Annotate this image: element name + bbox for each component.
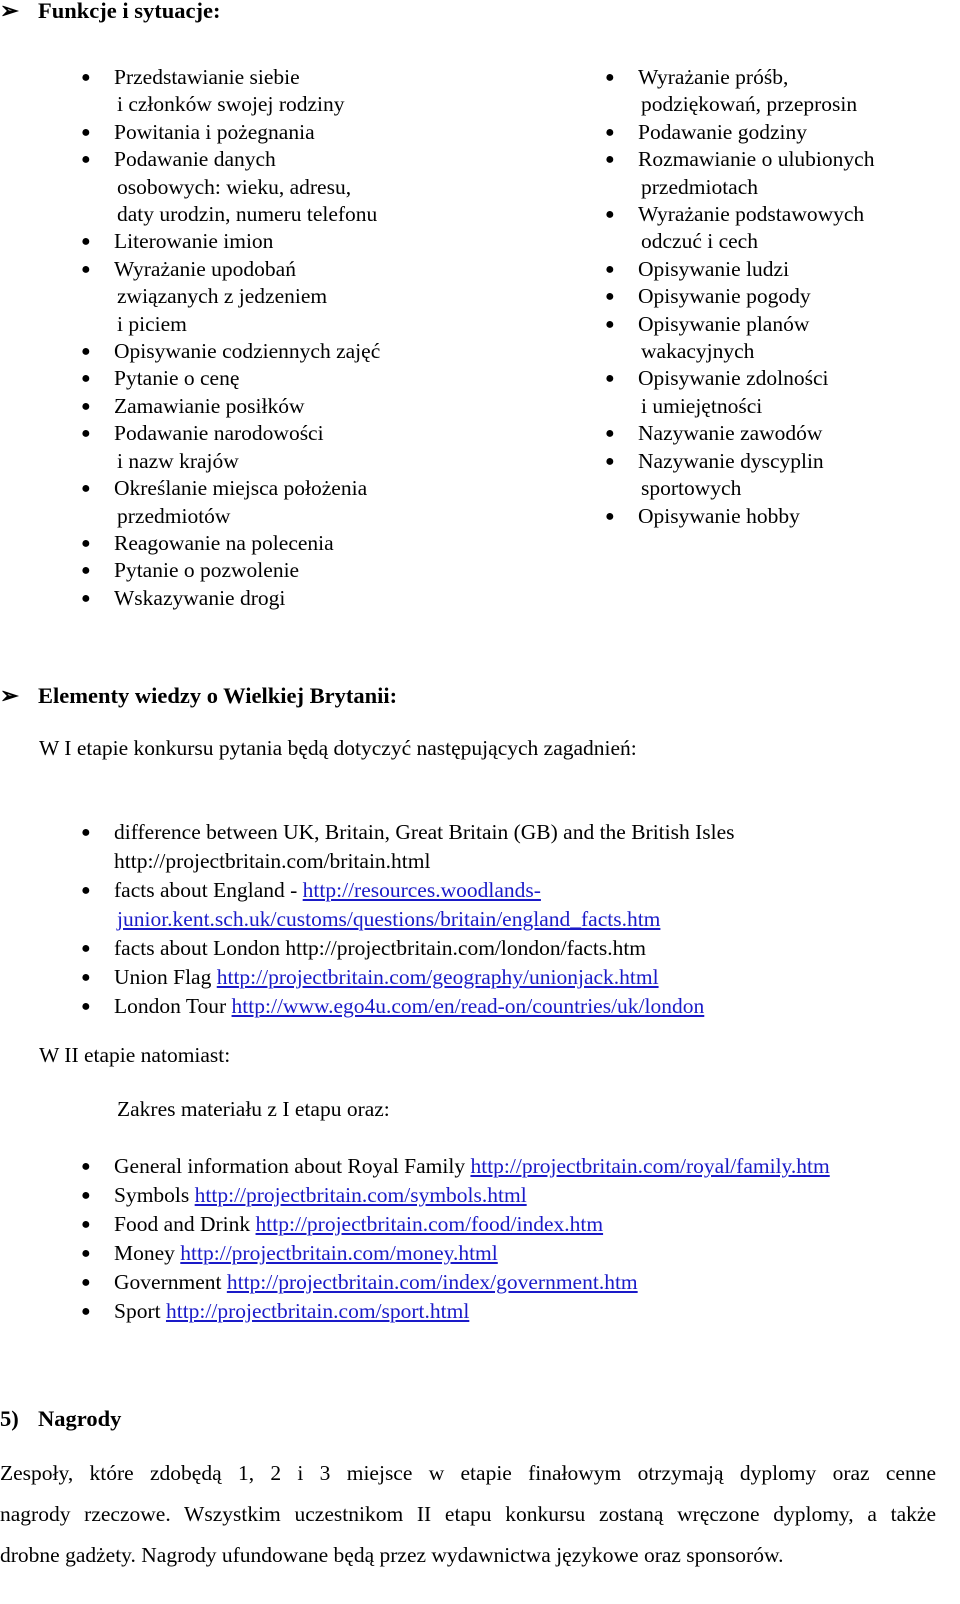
stage2-topics-list [81,1152,830,1326]
list-item-text: Przedstawianie siebie [114,65,300,89]
list-item [81,1181,830,1210]
round-bullet-icon: ● [81,480,91,498]
list-item [81,338,381,365]
round-bullet-icon: ● [81,260,91,278]
list-item-text: sportowych [641,476,742,501]
list-item-text: Reagowanie na polecenia [114,530,334,555]
list-item-text: przedmiotach [641,174,759,199]
list-item [605,283,874,310]
round-bullet-icon: ● [605,370,615,388]
hyperlink[interactable]: http://resources.woodlands- [302,878,541,902]
list-item-line [114,963,735,992]
list-item-text: Wyrażanie próśb, [638,65,789,89]
round-bullet-icon: ● [81,343,91,361]
list-item-text: Nazywanie zawodów [638,421,823,446]
list-item [81,876,735,934]
functions-list-left [81,64,381,612]
stage2-subtitle: Zakres materiału z I etapu oraz: [117,1097,390,1121]
list-item [605,448,874,503]
list-item-text: Podawanie danych [114,147,276,172]
hyperlink[interactable]: http://projectbritain.com/geography/unionjack.html [216,965,659,989]
hyperlink[interactable]: http://projectbritain.com/symbols.html [194,1183,527,1207]
list-item [605,311,874,366]
round-bullet-icon: ● [605,288,615,306]
list-item-text: difference between UK, Britain, Great Britain (GB) and the British Isles [114,820,735,844]
section-number: 5) [0,1406,19,1431]
list-item-text: Zamawianie posiłków [114,393,305,418]
list-item [605,64,874,119]
hyperlink[interactable]: http://projectbritain.com/royal/family.htm [470,1154,830,1178]
list-item [81,1152,830,1181]
round-bullet-icon: ● [81,151,91,169]
list-item-text: Pytanie o cenę [114,366,240,391]
list-item-text: Opisywanie zdolności [638,366,829,391]
list-item [81,64,380,119]
stage1-intro: W I etapie konkursu pytania będą dotyczyć następujących zagadnień: [39,736,637,760]
list-item-text: Powitania i pożegnania [114,119,315,144]
round-bullet-icon: ● [605,452,615,470]
list-item-text: Opisywanie codziennych zajęć [114,339,381,364]
paragraph-line: nagrody rzeczowe. Wszystkim uczestnikom II etapu konkursu zostaną wręczone dyplomy, a także [0,1502,936,1526]
round-bullet-icon: ● [81,397,91,415]
round-bullet-icon: ● [605,123,615,141]
list-item [605,365,874,420]
list-item-text: i nazw krajów [117,448,239,473]
list-item-line [114,876,735,905]
list-item-text: i umiejętności [641,393,763,418]
hyperlink[interactable]: junior.kent.sch.uk/customs/questions/britain/england_facts.htm [117,907,661,931]
list-item-text: Określanie miejsca położenia [114,476,368,501]
list-item [81,530,380,557]
list-item-text: daty urodzin, numeru telefonu [117,202,378,227]
list-item-line [114,1268,830,1297]
list-item [81,585,380,612]
list-item-text: Podawanie narodowości [114,421,324,446]
list-item-text: facts about England - [114,878,303,902]
list-item [81,1297,830,1326]
list-item-text: Wskazywanie drogi [114,585,286,610]
round-bullet-icon: ● [81,123,91,141]
round-bullet-icon: ● [81,534,91,552]
list-item [605,201,874,256]
list-item-line [114,1239,830,1268]
list-item-text: Opisywanie planów [638,311,810,336]
section-title: Nagrody [38,1406,122,1431]
round-bullet-icon: ● [81,824,91,841]
list-item [81,475,380,530]
list-item-text: Rozmawianie o ulubionych [638,147,875,172]
list-item-line [114,905,735,934]
list-item [605,503,874,530]
round-bullet-icon: ● [81,940,91,957]
hyperlink[interactable]: http://projectbritain.com/money.html [180,1241,498,1265]
round-bullet-icon: ● [605,507,615,525]
paragraph-line: drobne gadżety. Nagrody ufundowane będą przez wydawnictwa językowe oraz sponsorów. [0,1543,784,1567]
list-item [81,934,735,963]
paragraph-line: Zespoły, które zdobędą 1, 2 i 3 miejsce w etapie finałowym otrzymają dyplomy oraz cenne [0,1461,936,1485]
section-heading-uk-knowledge [0,683,397,709]
list-item-text: Government [114,1270,227,1294]
list-item-text: związanych z jedzeniem [117,284,328,309]
list-item [81,420,380,475]
list-item [81,1239,830,1268]
hyperlink[interactable]: http://projectbritain.com/index/government.htm [226,1270,638,1294]
list-item-text: Literowanie imion [114,229,274,254]
list-item [81,256,380,338]
arrowhead-bullet-icon: ➢ [0,0,19,23]
list-item-text: Money [114,1241,181,1265]
section-title: Elementy wiedzy o Wielkiej Brytanii: [38,683,398,708]
list-item-text: przedmiotów [117,503,231,528]
round-bullet-icon: ● [81,1303,91,1320]
list-item-text: Opisywanie hobby [638,503,800,528]
list-item-line [114,992,735,1021]
prizes-paragraph [0,1453,936,1576]
list-item-text: Sport [114,1299,166,1323]
round-bullet-icon: ● [605,260,615,278]
list-item-text: i piciem [117,311,187,336]
list-item-text: Symbols [114,1183,195,1207]
list-item-text: Nazywanie dyscyplin [638,448,824,473]
list-item-line [114,934,735,963]
round-bullet-icon: ● [605,151,615,169]
list-item-text: Opisywanie ludzi [638,256,790,281]
list-item [605,146,875,201]
list-item-text: wakacyjnych [641,339,755,364]
round-bullet-icon: ● [81,233,91,251]
functions-list-right [605,64,875,530]
round-bullet-icon: ● [605,425,615,443]
list-item-text: General information about Royal Family [114,1154,471,1178]
round-bullet-icon: ● [81,370,91,388]
list-item-line [114,1297,830,1326]
round-bullet-icon: ● [605,206,615,224]
list-item-text: odczuć i cech [641,229,758,254]
hyperlink[interactable]: http://projectbritain.com/sport.html [165,1299,470,1323]
list-item-text: i członków swojej rodziny [117,92,345,117]
list-item-text: Podawanie godziny [638,119,807,144]
round-bullet-icon: ● [81,969,91,986]
list-item [81,1210,830,1239]
list-item [81,818,735,876]
list-item [81,992,735,1021]
round-bullet-icon: ● [81,1245,91,1262]
list-item-text: Wyrażanie podstawowych [638,202,865,227]
list-item-line [114,1181,830,1210]
list-item [81,365,380,392]
stage1-topics-list [81,818,735,1021]
round-bullet-icon: ● [81,425,91,443]
list-item [81,228,380,255]
section-heading-prizes [0,1406,121,1432]
list-item-line [114,818,735,847]
hyperlink[interactable]: http://projectbritain.com/food/index.htm [255,1212,604,1236]
list-item-text: Wyrażanie upodobań [114,256,296,281]
section-heading-functions [0,0,220,24]
list-item-text: osobowych: wieku, adresu, [117,174,352,199]
arrowhead-bullet-icon: ➢ [0,683,19,708]
list-item [81,146,380,228]
list-item-line [114,1152,830,1181]
list-item-text: London Tour [114,994,232,1018]
round-bullet-icon: ● [81,1274,91,1291]
round-bullet-icon: ● [81,1187,91,1204]
list-item-text: facts about London http://projectbritain.com/london/facts.htm [114,936,647,960]
hyperlink[interactable]: http://www.ego4u.com/en/read-on/countries/uk/london [231,994,705,1018]
round-bullet-icon: ● [605,69,615,86]
round-bullet-icon: ● [81,1158,91,1175]
list-item [605,119,874,146]
round-bullet-icon: ● [81,589,91,607]
list-item [81,393,380,420]
list-item [81,119,380,146]
list-item [81,963,735,992]
list-item [81,557,380,584]
list-item [81,1268,830,1297]
round-bullet-icon: ● [605,315,615,333]
round-bullet-icon: ● [81,562,91,580]
list-item [605,420,874,447]
stage2-intro: W II etapie natomiast: [39,1043,231,1067]
round-bullet-icon: ● [81,998,91,1015]
list-item-text: Food and Drink [114,1212,256,1236]
section-title: Funkcje i sytuacje: [38,0,221,23]
round-bullet-icon: ● [81,882,91,899]
list-item-text: Opisywanie pogody [638,284,811,309]
list-item-text: podziękowań, przeprosin [641,92,858,117]
round-bullet-icon: ● [81,1216,91,1233]
list-item [605,256,874,283]
list-item-line [114,1210,830,1239]
list-item-text: Union Flag [114,965,217,989]
list-item-text: Pytanie o pozwolenie [114,558,300,583]
round-bullet-icon: ● [81,69,91,86]
list-item-text: http://projectbritain.com/britain.html [114,849,431,873]
